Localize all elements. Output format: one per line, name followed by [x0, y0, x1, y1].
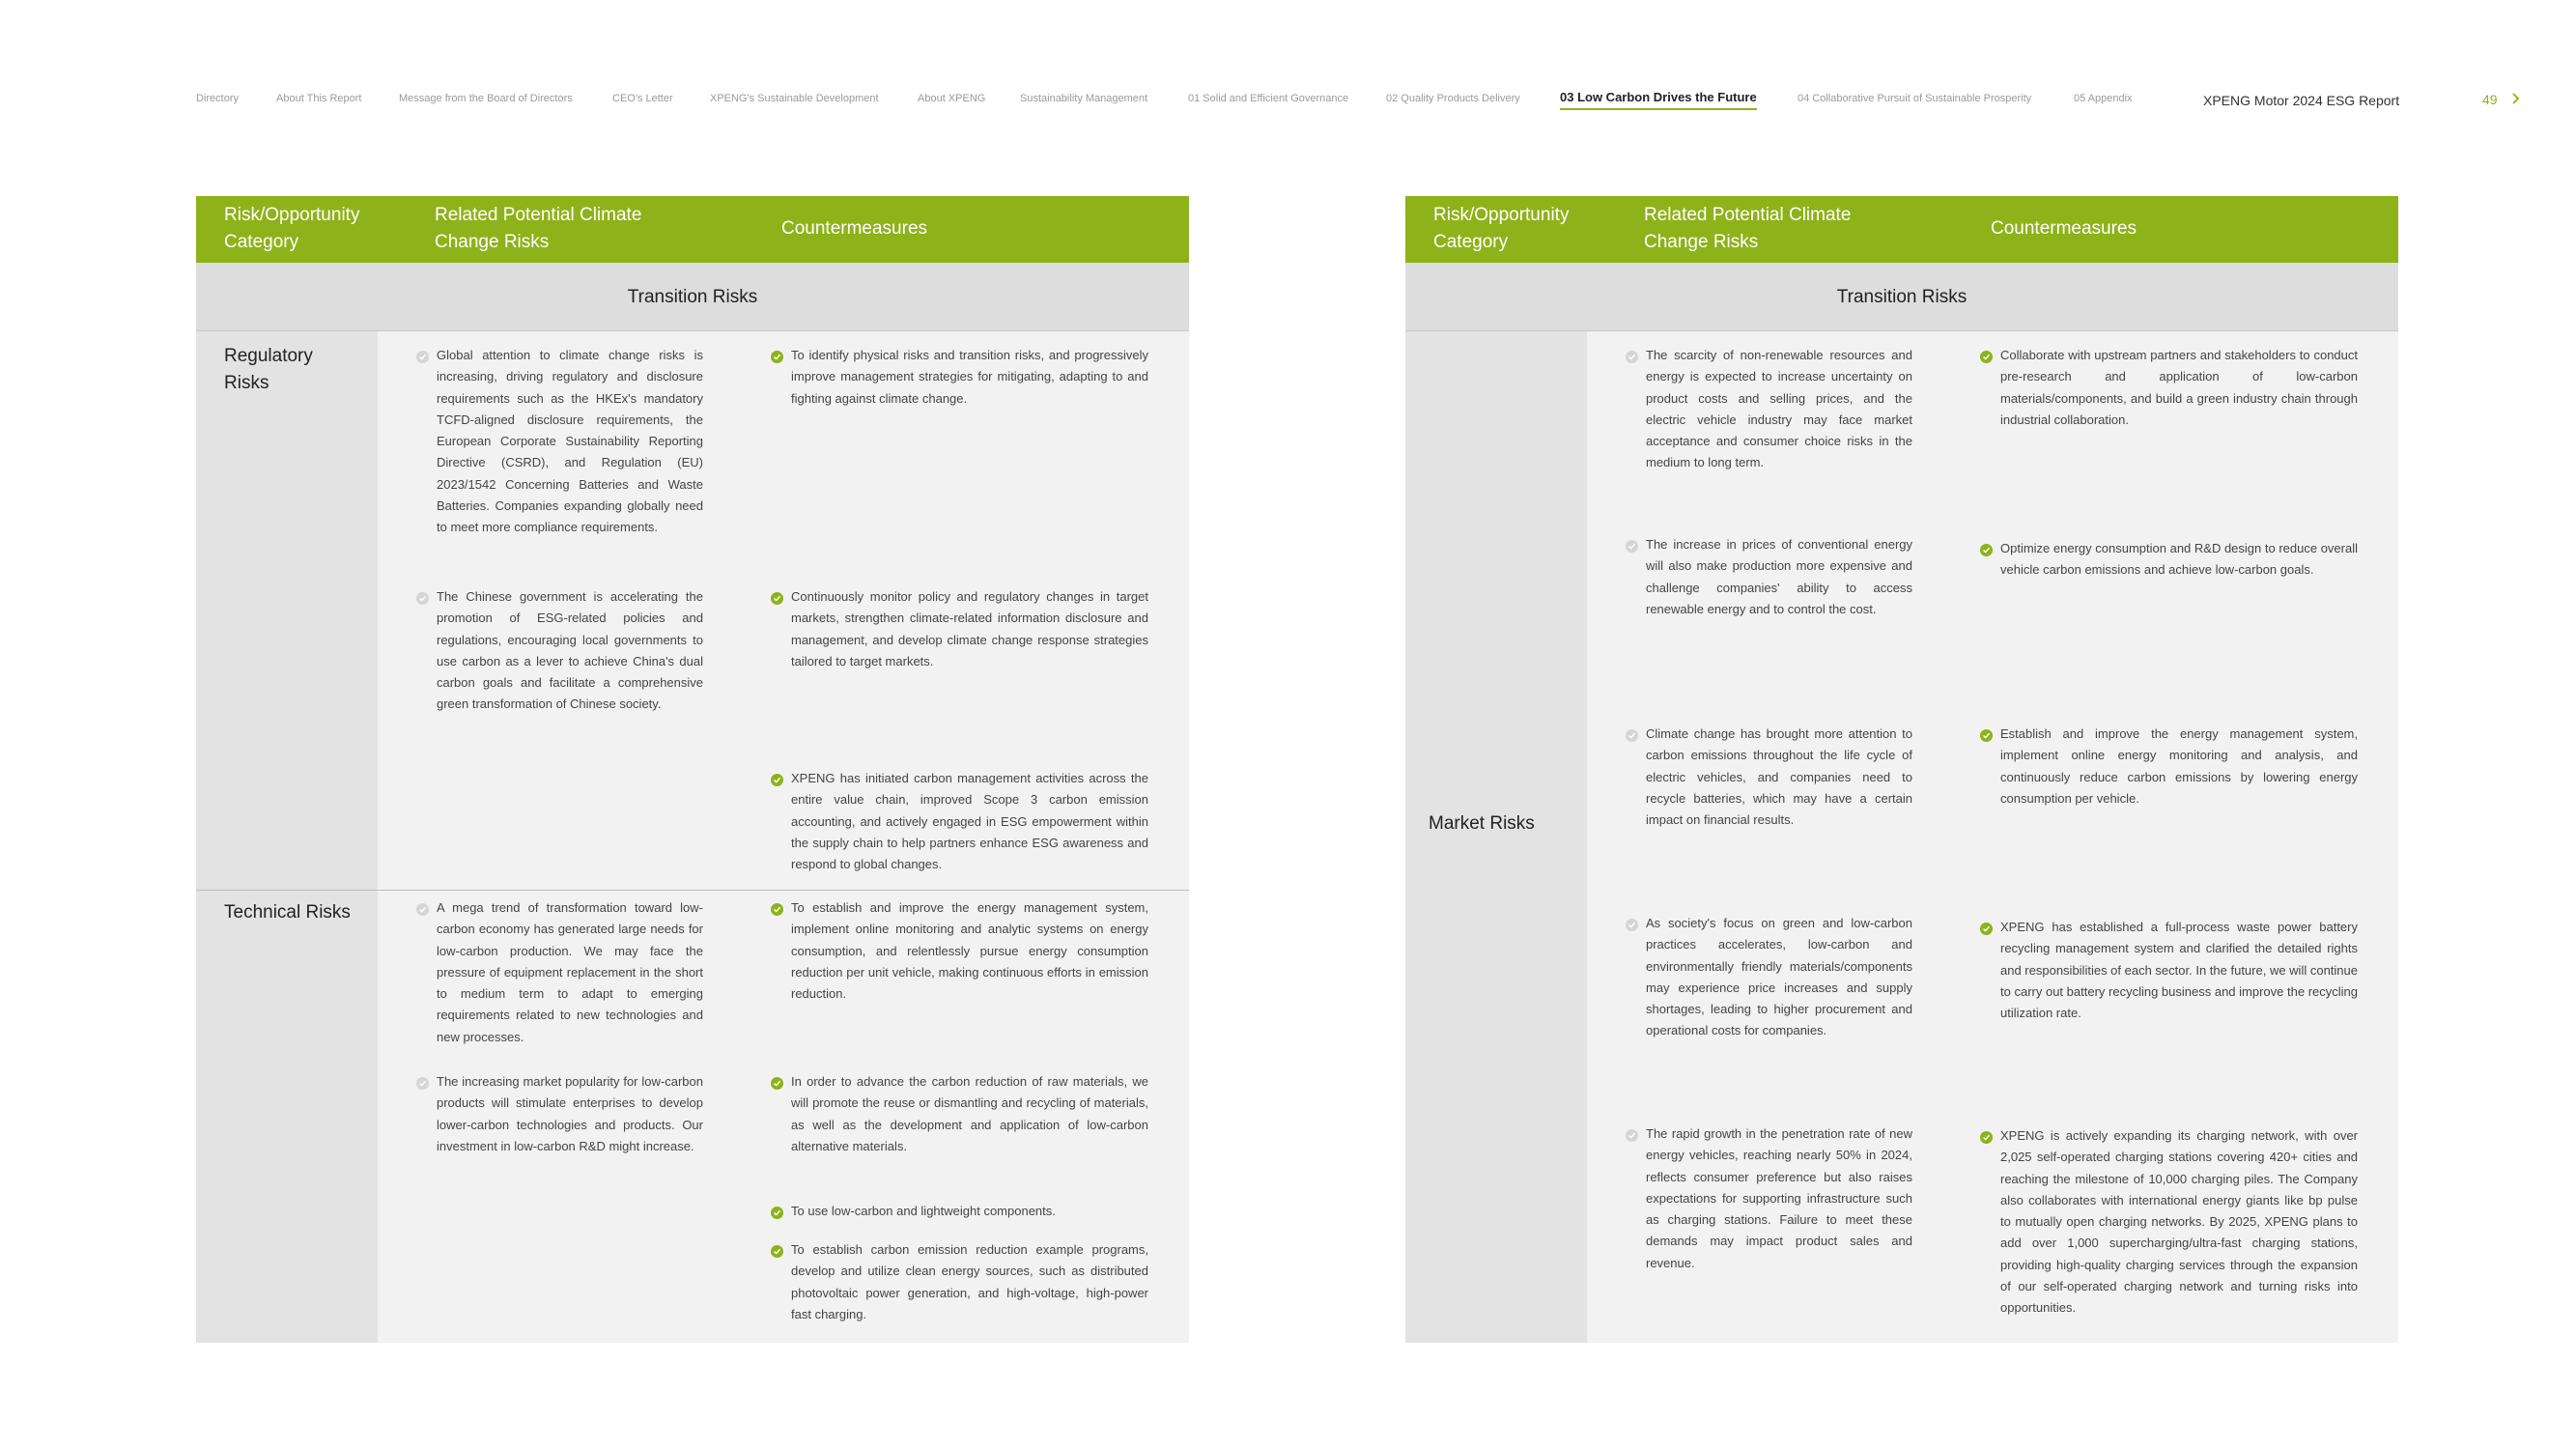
check-circle-icon — [416, 1077, 429, 1090]
countermeasure-item: XPENG has initiated carbon management activities across the entire value chain, improved Scope 3 carbon emission accounting, and actively engaged in ESG empowerment within the supply chain to help partners enhance ESG awareness and respond to global changes. — [791, 768, 1148, 875]
header-countermeasures: Countermeasures — [781, 218, 928, 239]
section-title: Transition Risks — [1405, 263, 2398, 331]
nav-about-report[interactable]: About This Report — [276, 93, 362, 104]
chevron-right-icon[interactable] — [2506, 89, 2526, 108]
countermeasure-item: Establish and improve the energy management system, implement online energy monitoring and analysis, and continuously reduce carbon emissions by lowering energy consumption per vehicle. — [2000, 724, 2358, 810]
table-header — [1405, 196, 2398, 263]
risk-item: The Chinese government is accelerating the promotion of ESG-related policies and regulations, encouraging local governments to use carbon as a lever to achieve China's dual carbon goals and facilitate a comprehensive green transformation of Chinese society. — [437, 586, 703, 716]
check-circle-icon — [771, 592, 783, 605]
nav-ceo-letter[interactable]: CEO's Letter — [612, 93, 673, 104]
nav-collaborative[interactable]: 04 Collaborative Pursuit of Sustainable Prosperity — [1798, 93, 2032, 104]
countermeasure-item: To establish carbon emission reduction example programs, develop and utilize clean energy sources, such as distributed photovoltaic power generation, and high-voltage, high-power fast charging. — [791, 1239, 1148, 1325]
page-number: 49 — [2482, 92, 2498, 107]
header-countermeasures: Countermeasures — [1991, 218, 2137, 239]
countermeasure-item: To establish and improve the energy management system, implement online monitoring and analytic systems on energy consumption, and relentlessly pursue energy consumption reduction per unit vehicle, making continuous efforts in emission reduction. — [791, 897, 1148, 1005]
check-circle-icon — [1980, 544, 1993, 556]
check-circle-icon — [1626, 729, 1638, 742]
check-circle-icon — [416, 903, 429, 916]
table-left — [196, 196, 1189, 1343]
check-circle-icon — [1980, 729, 1993, 742]
nav-directory[interactable]: Directory — [196, 93, 240, 104]
check-circle-icon — [771, 351, 783, 363]
header-category: Risk/Opportunity Category — [224, 205, 360, 252]
countermeasure-item: In order to advance the carbon reduction of raw materials, we will promote the reuse or dismantling and recycling of materials, as well as the development and application of low-carbon alternative materials. — [791, 1071, 1148, 1157]
nav-sustainability-mgmt[interactable]: Sustainability Management — [1020, 93, 1148, 104]
risk-item: The increasing market popularity for low-carbon products will stimulate enterprises to develop lower-carbon technologies and products. Our investment in low-carbon R&D might increase. — [437, 1071, 703, 1157]
risk-item: The increase in prices of conventional energy will also make production more expensive and challenge companies' ability to access renewable energy and to control the cost. — [1646, 534, 1912, 620]
header-category: Risk/Opportunity Category — [1433, 205, 1570, 252]
check-circle-icon — [1626, 351, 1638, 363]
risk-item: As society's focus on green and low-carbon practices accelerates, low-carbon and environmentally friendly materials/components may experience price increases and supply shortages, leading to higher procurement and operational costs for companies. — [1646, 913, 1912, 1042]
nav-board-message[interactable]: Message from the Board of Directors — [399, 93, 573, 104]
check-circle-icon — [1626, 540, 1638, 553]
table-header — [196, 196, 1189, 263]
countermeasure-item: Optimize energy consumption and R&D design to reduce overall vehicle carbon emissions and achieve low-carbon goals. — [2000, 538, 2358, 582]
risk-item: A mega trend of transformation toward low-carbon economy has generated large needs for low-carbon production. We may face the pressure of equipment replacement in the short to medium term to adapt to emerging requirements related to new technologies and new processes. — [437, 897, 703, 1048]
nav-low-carbon-active[interactable]: 03 Low Carbon Drives the Future — [1560, 90, 1757, 104]
risk-item: The rapid growth in the penetration rate of new energy vehicles, reaching nearly 50% in 2024, reflects consumer preference but also raises expectations for supporting infrastructure such as charging stations. Failure to meet these demands may impact product sales and revenue. — [1646, 1123, 1912, 1274]
countermeasure-item: Collaborate with upstream partners and stakeholders to conduct pre-research and application of low-carbon materials/components, and build a green industry chain through industrial collaboration. — [2000, 345, 2358, 431]
table-right — [1405, 196, 2398, 1343]
nav-sustainable-dev[interactable]: XPENG's Sustainable Development — [710, 93, 879, 104]
risk-item: Global attention to climate change risks is increasing, driving regulatory and disclosure requirements such as the HKEx's mandatory TCFD-aligned disclosure requirements, the European Corporate Sustainability Reporting Directive (CSRD), and Regulation (EU) 2023/1542 Concerning Batteries and Waste Batteries. Companies expanding globally need to meet more compliance requirements. — [437, 345, 703, 539]
check-circle-icon — [771, 903, 783, 916]
table-body — [1405, 331, 2398, 1343]
table-body — [196, 331, 1189, 1343]
header-risks: Related Potential Climate Change Risks — [1644, 205, 1852, 252]
check-circle-icon — [771, 774, 783, 786]
check-circle-icon — [1980, 351, 1993, 363]
category-technical-risks: Technical Risks — [224, 902, 351, 923]
section-title: Transition Risks — [196, 263, 1189, 331]
category-market-risks: Market Risks — [1429, 813, 1535, 834]
report-title: XPENG Motor 2024 ESG Report — [2203, 93, 2400, 108]
check-circle-icon — [416, 592, 429, 605]
countermeasure-item: XPENG has established a full-process waste power battery recycling management system and clarified the detailed rights and responsibilities of each sector. In the future, we will continue to carry out battery recycling business and improve the recycling utilization rate. — [2000, 917, 2358, 1024]
row-divider — [196, 890, 1189, 891]
top-navigation — [196, 87, 2543, 116]
category-column — [196, 331, 378, 1343]
header-risks: Related Potential Climate Change Risks — [435, 205, 642, 252]
nav-about-xpeng[interactable]: About XPENG — [918, 93, 986, 104]
check-circle-icon — [771, 1207, 783, 1219]
check-circle-icon — [771, 1077, 783, 1090]
nav-appendix[interactable]: 05 Appendix — [2074, 93, 2133, 104]
nav-quality-products[interactable]: 02 Quality Products Delivery — [1386, 93, 1520, 104]
check-circle-icon — [1980, 923, 1993, 935]
risk-item: The scarcity of non-renewable resources and energy is expected to increase uncertainty on product costs and selling prices, and the electric vehicle industry may face market acceptance and consumer choice risks in the medium to long term. — [1646, 345, 1912, 474]
check-circle-icon — [1626, 1129, 1638, 1142]
countermeasure-item: XPENG is actively expanding its charging network, with over 2,025 self-operated charging stations covering 420+ cities and reaching the milestone of 10,000 charging piles. The Company also collaborates with international energy giants like bp pulse to mutually open charging networks. By 2025, XPENG plans to add over 1,000 supercharging/ultra-fast charging stations, providing high-quality charging services through the expansion of our self-operated charging network and turning risks into opportunities. — [2000, 1125, 2358, 1320]
countermeasure-item: To use low-carbon and lightweight components. — [791, 1201, 1148, 1222]
nav-governance[interactable]: 01 Solid and Efficient Governance — [1188, 93, 1349, 104]
countermeasure-item: To identify physical risks and transition risks, and progressively improve management strategies for mitigating, adapting to and fighting against climate change. — [791, 345, 1148, 410]
countermeasure-item: Continuously monitor policy and regulatory changes in target markets, strengthen climate-related information disclosure and management, and develop climate change response strategies tailored to target markets. — [791, 586, 1148, 672]
risk-item: Climate change has brought more attention to carbon emissions throughout the life cycle of electric vehicles, and companies need to recycle batteries, which may have a certain impact on financial results. — [1646, 724, 1912, 831]
check-circle-icon — [416, 351, 429, 363]
check-circle-icon — [1980, 1131, 1993, 1144]
check-circle-icon — [771, 1245, 783, 1258]
check-circle-icon — [1626, 919, 1638, 931]
category-regulatory-risks: Regulatory Risks — [224, 346, 313, 393]
